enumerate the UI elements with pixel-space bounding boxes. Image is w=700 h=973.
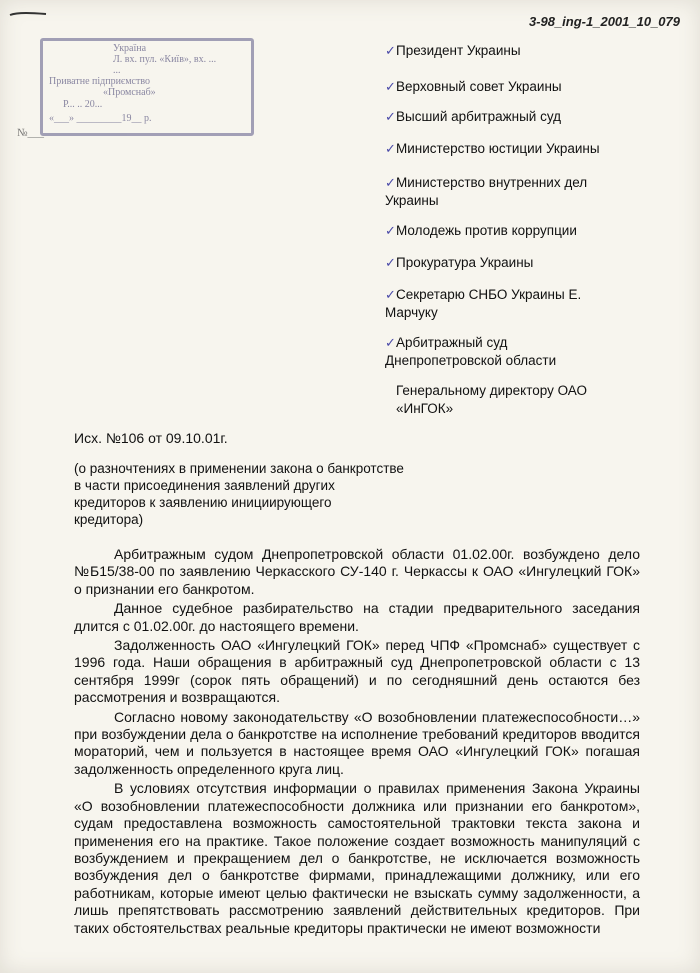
checkmark-icon: ✓ [385,335,396,350]
document-id: 3-98_ing-1_2001_10_079 [528,14,680,29]
body-paragraph: Задолженность ОАО «Ингулецкий ГОК» перед ЧПФ «Промснаб» существует с 1996 года. Наши обращения в арбитражный суд Днепропетровской области с 13 сентября 1999г (сорок пять обращений) и по сегодняшний день остаются без рассмотрения и возвращаются. [74,637,640,706]
body-paragraph: Согласно новому законодательству «О возобновлении платежеспособности…» при возбуждении дела о банкротстве на исполнение требований кредиторов вводится мораторий, чем и пользуется в настоящее время ОАО «Ингулецкий ГОК» погашая задолженность определенного круга лиц. [74,708,640,777]
body-paragraph: Данное судебное разбирательство на стадии предварительного заседания длится с 01.02.00г. до настоящего времени. [74,600,640,634]
registration-stamp [17,38,254,139]
stamp-line: «___» _________19__ р. [49,113,152,124]
stamp-line: Р... .. 20... [63,99,103,110]
addressee-name: Высший арбитражный суд [396,109,562,124]
addressee-name: Президент Украины [396,43,521,58]
checkmark-icon: ✓ [385,141,396,156]
ink-mark [8,10,48,18]
addressee-name: Верховный совет Украины [396,79,562,94]
checkmark-icon: ✓ [385,223,396,238]
addressee [385,222,685,240]
addressee [385,254,685,272]
addressee [385,42,685,60]
body-paragraph: Арбитражным судом Днепропетровской области 01.02.00г. возбуждено дело №Б15/38-00 по заявлению Черкасского СУ-140 г. Черкассы к ОАО «Ингулецкий ГОК» о признании его банкротом. [74,546,640,597]
addressee [385,108,685,126]
stamp-line: «Промснаб» [103,87,156,98]
addressee [385,286,625,322]
checkmark-icon: ✓ [385,287,396,302]
addressee [385,382,616,418]
addressee-name: Арбитражный суд Днепропетровской области [385,335,557,368]
checkmark-icon: ✓ [385,109,396,124]
checkmark-icon: ✓ [385,43,396,58]
stamp-number: №___ [17,127,44,139]
letter-subject: (о разночтениях в применении закона о банкротстве в части присоединения заявлений других кредиторов к заявлению инициирующего кредитора) [74,461,404,527]
addressee [385,174,615,210]
addressee [385,140,685,158]
checkmark-icon: ✓ [385,79,396,94]
stamp-line: Л. вх. пул. «Київ», вх. ... [113,54,217,65]
stamp-line: Приватне підприємство [49,76,151,87]
body-paragraph: В условиях отсутствия информации о правилах применения Закона Украины «О возобновлении платежеспособности должника или признании его банкротом», судам предоставлена возможность самостоятельной трактовки текста закона и применения его на практике. Такое положение создает возможность манипуляций с возбуждением и прекращением дел о банкротстве, не исключается возможность возбуждения дел о банкротстве фирмами, принадлежащими должнику, или его работникам, которые имеют целью фактически не взыскать сумму задолженности, а лишь препятствовать рассмотрению заявлений действительных кредиторов. При таких обстоятельствах реальные кредиторы практически не имеют возможности [74,780,640,936]
checkmark-icon: ✓ [385,255,396,270]
stamp-line: Україна [113,43,147,54]
addressee-name: Молодежь против коррупции [396,223,577,238]
addressee [385,334,585,370]
letter-body [74,546,640,937]
checkmark-icon: ✓ [385,175,396,190]
addressee-name: Министерство юстиции Украины [396,141,600,156]
stamp-line: ... [113,65,121,76]
addressee-name: Министерство внутренних дел Украины [385,175,588,208]
addressee-name: Секретарю СНБО Украины Е. Марчуку [385,287,582,320]
outgoing-reference: Исх. №106 от 09.10.01г. [74,430,228,446]
addressee [385,78,685,96]
addressee-name: Генеральному директору ОАО «ИнГОК» [396,383,588,416]
addressee-name: Прокуратура Украины [396,255,534,270]
